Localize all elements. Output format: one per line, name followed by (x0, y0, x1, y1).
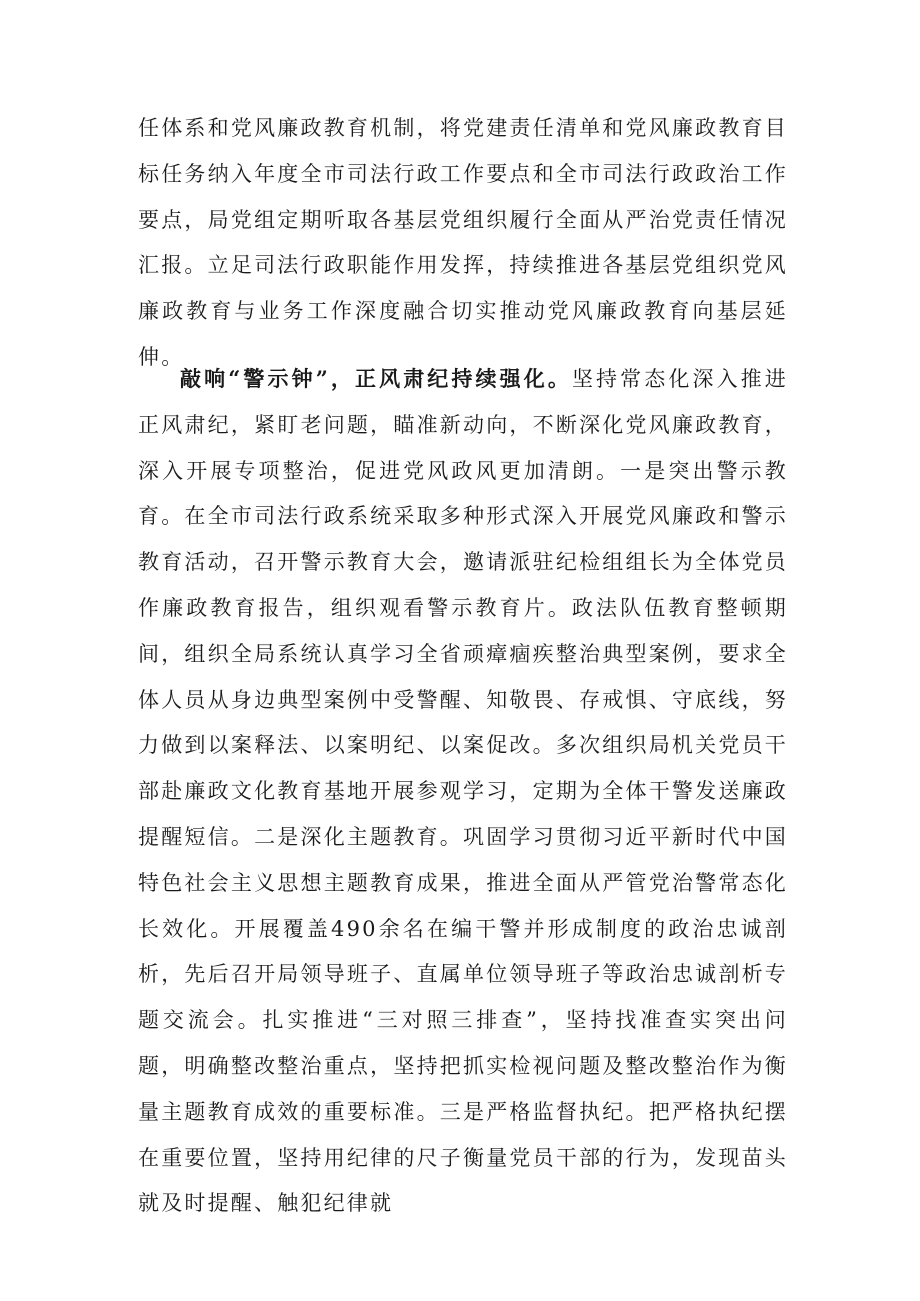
paragraph-body: 坚持常态化深入推进正风肃纪，紧盯老问题，瞄准新动向，不断深化党风廉政教育，深入开展专项整治，促进党风政风更加清朗。一是突出警示教育。在全市司法行政系统采取多种形式深入开展党风廉政和警示教育活动，召开警示教育大会，邀请派驻纪检组组长为全体党员作廉政教育报告，组织观看警示教育片。政法队伍教育整顿期间，组织全局系统认真学习全省顽瘴痼疾整治典型案例，要求全体人员从身边典型案例中受警醒、知敬畏、存戒惧、守底线，努力做到以案释法、以案明纪、以案促改。多次组织局机关党员干部赴廉政文化教育基地开展参观学习，定期为全体干警发送廉政提醒短信。二是深化主题教育。巩固学习贯彻习近平新时代中国特色社会主义思想主题教育成果，推进全面从严管党治警常态化长效化。开展覆盖490余名在编干警并形成制度的政治忠诚剖析，先后召开局领导班子、直属单位领导班子等政治忠诚剖析专题交流会。扎实推进“三对照三排查”，坚持找准查实突出问题，明确整改整治重点，坚持把抓实检视问题及整改整治作为衡量主题教育成效的重要标准。三是严格监督执纪。把严格执纪摆在重要位置，坚持用纪律的尺子衡量党员干部的行为，发现苗头就及时提醒、触犯纪律就 (138, 367, 788, 1216)
paragraph-text (138, 356, 788, 1227)
paragraph-2 (138, 356, 788, 1227)
paragraph-body: 任体系和党风廉政教育机制，将党建责任清单和党风廉政教育目标任务纳入年度全市司法行政工作要点和全市司法行政政治工作要点，局党组定期听取各基层党组织履行全面从严治党责任情况汇报。立足司法行政职能作用发挥，持续推进各基层党组织党风廉政教育与业务工作深度融合切实推动党风廉政教育向基层延伸。 (138, 116, 788, 369)
paragraph-lead-heading: 敲响“警示钟”，正风肃纪持续强化。 (180, 366, 572, 391)
paragraph-1 (138, 106, 788, 381)
